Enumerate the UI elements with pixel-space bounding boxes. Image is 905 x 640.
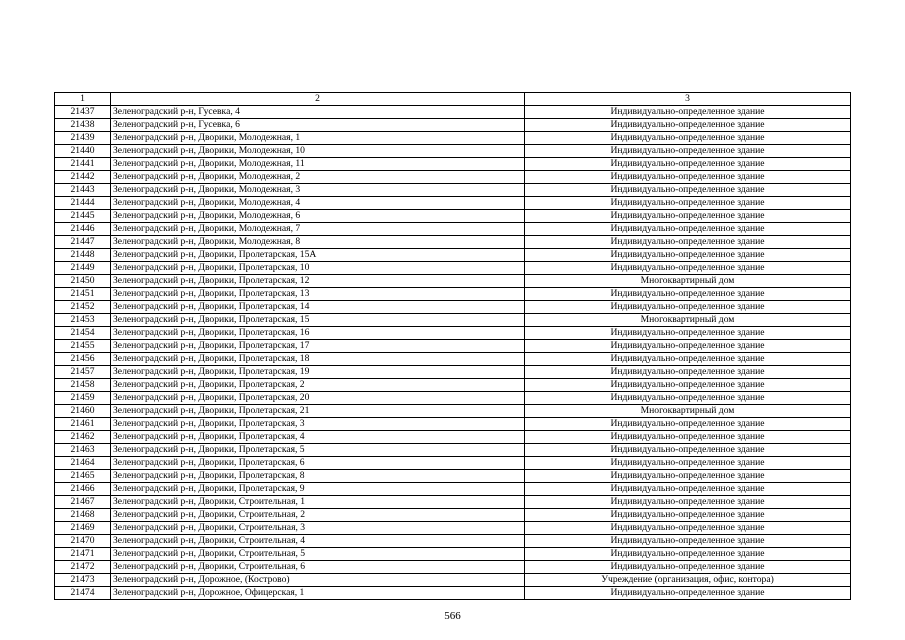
row-number-cell: 21471: [55, 548, 111, 561]
address-cell: Зеленоградский р-н, Дворики, Молодежная, 3: [111, 184, 525, 197]
row-number-cell: 21461: [55, 418, 111, 431]
row-number-cell: 21451: [55, 288, 111, 301]
address-cell: Зеленоградский р-н, Дворики, Пролетарская, 19: [111, 366, 525, 379]
address-cell: Зеленоградский р-н, Дворики, Пролетарская, 18: [111, 353, 525, 366]
table-row: [55, 171, 851, 184]
object-type-cell: Индивидуально-определенное здание: [525, 210, 851, 223]
address-cell: Зеленоградский р-н, Дворики, Пролетарская, 15: [111, 314, 525, 327]
address-cell: Зеленоградский р-н, Дворики, Пролетарская, 14: [111, 301, 525, 314]
object-type-cell: Индивидуально-определенное здание: [525, 223, 851, 236]
address-cell: Зеленоградский р-н, Дворики, Строительная, 5: [111, 548, 525, 561]
table-row: [55, 301, 851, 314]
table-row: [55, 392, 851, 405]
table-row: [55, 522, 851, 535]
object-type-cell: Индивидуально-определенное здание: [525, 366, 851, 379]
object-type-cell: Многоквартирный дом: [525, 314, 851, 327]
address-cell: Зеленоградский р-н, Дворики, Молодежная, 2: [111, 171, 525, 184]
object-type-cell: Индивидуально-определенное здание: [525, 184, 851, 197]
address-cell: Зеленоградский р-н, Дворики, Пролетарская, 8: [111, 470, 525, 483]
table-row: [55, 470, 851, 483]
object-type-cell: Индивидуально-определенное здание: [525, 353, 851, 366]
object-type-cell: Многоквартирный дом: [525, 405, 851, 418]
table-row: [55, 275, 851, 288]
row-number-cell: 21437: [55, 106, 111, 119]
row-number-cell: 21439: [55, 132, 111, 145]
row-number-cell: 21456: [55, 353, 111, 366]
table-row: [55, 496, 851, 509]
row-number-cell: 21474: [55, 587, 111, 600]
object-type-cell: Индивидуально-определенное здание: [525, 496, 851, 509]
object-type-cell: Индивидуально-определенное здание: [525, 171, 851, 184]
address-cell: Зеленоградский р-н, Гусевка, 4: [111, 106, 525, 119]
table-row: [55, 457, 851, 470]
object-type-cell: Индивидуально-определенное здание: [525, 483, 851, 496]
object-type-cell: Индивидуально-определенное здание: [525, 457, 851, 470]
column-header-2: 2: [111, 93, 525, 106]
address-cell: Зеленоградский р-н, Дворики, Строительная, 4: [111, 535, 525, 548]
table-row: [55, 197, 851, 210]
row-number-cell: 21448: [55, 249, 111, 262]
row-number-cell: 21460: [55, 405, 111, 418]
table-row: [55, 340, 851, 353]
registry-table: [54, 92, 851, 600]
table-header-row: [55, 93, 851, 106]
row-number-cell: 21457: [55, 366, 111, 379]
object-type-cell: Индивидуально-определенное здание: [525, 379, 851, 392]
object-type-cell: Индивидуально-определенное здание: [525, 262, 851, 275]
row-number-cell: 21452: [55, 301, 111, 314]
object-type-cell: Индивидуально-определенное здание: [525, 288, 851, 301]
address-cell: Зеленоградский р-н, Гусевка, 6: [111, 119, 525, 132]
address-cell: Зеленоградский р-н, Дворики, Пролетарская, 13: [111, 288, 525, 301]
table-row: [55, 249, 851, 262]
address-cell: Зеленоградский р-н, Дорожное, (Кострово): [111, 574, 525, 587]
row-number-cell: 21468: [55, 509, 111, 522]
table-row: [55, 379, 851, 392]
object-type-cell: Индивидуально-определенное здание: [525, 509, 851, 522]
address-cell: Зеленоградский р-н, Дворики, Пролетарская, 3: [111, 418, 525, 431]
table-row: [55, 535, 851, 548]
table-row: [55, 262, 851, 275]
row-number-cell: 21453: [55, 314, 111, 327]
object-type-cell: Индивидуально-определенное здание: [525, 561, 851, 574]
address-cell: Зеленоградский р-н, Дворики, Пролетарская, 2: [111, 379, 525, 392]
address-cell: Зеленоградский р-н, Дворики, Строительная, 6: [111, 561, 525, 574]
address-cell: Зеленоградский р-н, Дворики, Пролетарская, 6: [111, 457, 525, 470]
table-row: [55, 548, 851, 561]
object-type-cell: Индивидуально-определенное здание: [525, 587, 851, 600]
object-type-cell: Индивидуально-определенное здание: [525, 431, 851, 444]
address-cell: Зеленоградский р-н, Дворики, Пролетарская, 17: [111, 340, 525, 353]
table-row: [55, 119, 851, 132]
address-cell: Зеленоградский р-н, Дворики, Пролетарская, 4: [111, 431, 525, 444]
address-cell: Зеленоградский р-н, Дворики, Пролетарская, 9: [111, 483, 525, 496]
table-row: [55, 158, 851, 171]
object-type-cell: Индивидуально-определенное здание: [525, 418, 851, 431]
row-number-cell: 21447: [55, 236, 111, 249]
address-cell: Зеленоградский р-н, Дорожное, Офицерская, 1: [111, 587, 525, 600]
column-header-3: 3: [525, 93, 851, 106]
table-row: [55, 405, 851, 418]
row-number-cell: 21444: [55, 197, 111, 210]
address-cell: Зеленоградский р-н, Дворики, Пролетарская, 10: [111, 262, 525, 275]
row-number-cell: 21442: [55, 171, 111, 184]
table-row: [55, 236, 851, 249]
row-number-cell: 21464: [55, 457, 111, 470]
row-number-cell: 21455: [55, 340, 111, 353]
table-row: [55, 483, 851, 496]
address-cell: Зеленоградский р-н, Дворики, Пролетарская, 16: [111, 327, 525, 340]
row-number-cell: 21469: [55, 522, 111, 535]
row-number-cell: 21445: [55, 210, 111, 223]
object-type-cell: Индивидуально-определенное здание: [525, 535, 851, 548]
page-number: 566: [444, 610, 461, 622]
address-cell: Зеленоградский р-н, Дворики, Молодежная, 11: [111, 158, 525, 171]
address-cell: Зеленоградский р-н, Дворики, Молодежная, 8: [111, 236, 525, 249]
object-type-cell: Индивидуально-определенное здание: [525, 301, 851, 314]
object-type-cell: Индивидуально-определенное здание: [525, 522, 851, 535]
address-cell: Зеленоградский р-н, Дворики, Молодежная, 1: [111, 132, 525, 145]
table-row: [55, 184, 851, 197]
row-number-cell: 21458: [55, 379, 111, 392]
address-cell: Зеленоградский р-н, Дворики, Пролетарская, 12: [111, 275, 525, 288]
object-type-cell: Индивидуально-определенное здание: [525, 470, 851, 483]
row-number-cell: 21472: [55, 561, 111, 574]
address-cell: Зеленоградский р-н, Дворики, Пролетарская, 5: [111, 444, 525, 457]
address-cell: Зеленоградский р-н, Дворики, Молодежная, 6: [111, 210, 525, 223]
table-row: [55, 418, 851, 431]
address-cell: Зеленоградский р-н, Дворики, Строительная, 1: [111, 496, 525, 509]
row-number-cell: 21465: [55, 470, 111, 483]
row-number-cell: 21438: [55, 119, 111, 132]
row-number-cell: 21446: [55, 223, 111, 236]
table-row: [55, 288, 851, 301]
row-number-cell: 21449: [55, 262, 111, 275]
row-number-cell: 21440: [55, 145, 111, 158]
table-row: [55, 210, 851, 223]
object-type-cell: Индивидуально-определенное здание: [525, 236, 851, 249]
table-row: [55, 444, 851, 457]
registry-table-body: [55, 93, 851, 600]
object-type-cell: Индивидуально-определенное здание: [525, 145, 851, 158]
table-row: [55, 327, 851, 340]
object-type-cell: Индивидуально-определенное здание: [525, 340, 851, 353]
row-number-cell: 21473: [55, 574, 111, 587]
object-type-cell: Индивидуально-определенное здание: [525, 106, 851, 119]
address-cell: Зеленоградский р-н, Дворики, Строительная, 3: [111, 522, 525, 535]
column-header-1: 1: [55, 93, 111, 106]
address-cell: Зеленоградский р-н, Дворики, Пролетарская, 20: [111, 392, 525, 405]
row-number-cell: 21470: [55, 535, 111, 548]
table-row: [55, 574, 851, 587]
address-cell: Зеленоградский р-н, Дворики, Строительная, 2: [111, 509, 525, 522]
address-cell: Зеленоградский р-н, Дворики, Пролетарская, 21: [111, 405, 525, 418]
address-cell: Зеленоградский р-н, Дворики, Молодежная, 4: [111, 197, 525, 210]
table-row: [55, 223, 851, 236]
object-type-cell: Индивидуально-определенное здание: [525, 327, 851, 340]
address-cell: Зеленоградский р-н, Дворики, Молодежная, 7: [111, 223, 525, 236]
object-type-cell: Индивидуально-определенное здание: [525, 249, 851, 262]
object-type-cell: Индивидуально-определенное здание: [525, 197, 851, 210]
object-type-cell: Индивидуально-определенное здание: [525, 119, 851, 132]
table-row: [55, 561, 851, 574]
row-number-cell: 21463: [55, 444, 111, 457]
row-number-cell: 21466: [55, 483, 111, 496]
object-type-cell: Индивидуально-определенное здание: [525, 444, 851, 457]
row-number-cell: 21454: [55, 327, 111, 340]
table-row: [55, 509, 851, 522]
table-row: [55, 353, 851, 366]
table-row: [55, 132, 851, 145]
row-number-cell: 21443: [55, 184, 111, 197]
row-number-cell: 21462: [55, 431, 111, 444]
address-cell: Зеленоградский р-н, Дворики, Пролетарская, 15А: [111, 249, 525, 262]
object-type-cell: Индивидуально-определенное здание: [525, 548, 851, 561]
row-number-cell: 21450: [55, 275, 111, 288]
table-row: [55, 145, 851, 158]
object-type-cell: Индивидуально-определенное здание: [525, 392, 851, 405]
table-row: [55, 314, 851, 327]
row-number-cell: 21467: [55, 496, 111, 509]
object-type-cell: Многоквартирный дом: [525, 275, 851, 288]
object-type-cell: Учреждение (организация, офис, контора): [525, 574, 851, 587]
table-row: [55, 431, 851, 444]
object-type-cell: Индивидуально-определенное здание: [525, 158, 851, 171]
address-cell: Зеленоградский р-н, Дворики, Молодежная, 10: [111, 145, 525, 158]
table-row: [55, 366, 851, 379]
table-row: [55, 587, 851, 600]
row-number-cell: 21459: [55, 392, 111, 405]
row-number-cell: 21441: [55, 158, 111, 171]
object-type-cell: Индивидуально-определенное здание: [525, 132, 851, 145]
table-row: [55, 106, 851, 119]
